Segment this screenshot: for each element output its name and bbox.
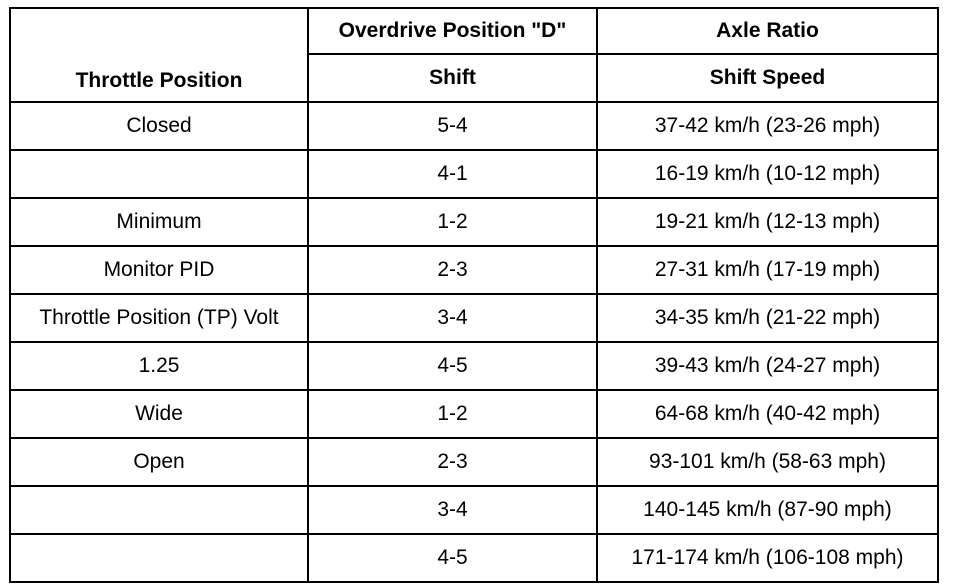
table-row (10, 198, 938, 246)
speed-cell: 64-68 km/h (40-42 mph) (597, 390, 938, 438)
table-row (10, 342, 938, 390)
speed-cell: 34-35 km/h (21-22 mph) (597, 294, 938, 342)
overdrive-position-header: Overdrive Position "D" (308, 8, 597, 54)
throttle-cell: Minimum (10, 198, 308, 246)
speed-cell: 37-42 km/h (23-26 mph) (597, 102, 938, 150)
header-row-top (10, 8, 938, 54)
shift-speed-table-container (9, 7, 939, 583)
shift-cell: 2-3 (308, 246, 597, 294)
speed-cell: 39-43 km/h (24-27 mph) (597, 342, 938, 390)
throttle-cell: Throttle Position (TP) Volt (10, 294, 308, 342)
shift-speed-header: Shift Speed (597, 54, 938, 102)
speed-cell: 19-21 km/h (12-13 mph) (597, 198, 938, 246)
shift-cell: 4-5 (308, 534, 597, 582)
table-row (10, 246, 938, 294)
table-row (10, 486, 938, 534)
speed-cell: 171-174 km/h (106-108 mph) (597, 534, 938, 582)
shift-speed-table (9, 7, 939, 583)
speed-cell: 16-19 km/h (10-12 mph) (597, 150, 938, 198)
throttle-cell: Open (10, 438, 308, 486)
throttle-cell: Closed (10, 102, 308, 150)
throttle-cell: Monitor PID (10, 246, 308, 294)
speed-cell: 93-101 km/h (58-63 mph) (597, 438, 938, 486)
shift-cell: 1-2 (308, 198, 597, 246)
table-row (10, 534, 938, 582)
shift-cell: 1-2 (308, 390, 597, 438)
table-row (10, 438, 938, 486)
table-body (10, 102, 938, 582)
throttle-cell: Wide (10, 390, 308, 438)
throttle-cell: 1.25 (10, 342, 308, 390)
throttle-position-header: Throttle Position (10, 8, 308, 102)
shift-cell: 3-4 (308, 294, 597, 342)
table-row (10, 102, 938, 150)
table-row (10, 150, 938, 198)
shift-header: Shift (308, 54, 597, 102)
speed-cell: 140-145 km/h (87-90 mph) (597, 486, 938, 534)
table-header (10, 8, 938, 102)
shift-cell: 4-5 (308, 342, 597, 390)
throttle-cell (10, 150, 308, 198)
table-row (10, 390, 938, 438)
axle-ratio-header: Axle Ratio (597, 8, 938, 54)
speed-cell: 27-31 km/h (17-19 mph) (597, 246, 938, 294)
throttle-cell (10, 486, 308, 534)
throttle-cell (10, 534, 308, 582)
table-row (10, 294, 938, 342)
shift-cell: 3-4 (308, 486, 597, 534)
shift-cell: 2-3 (308, 438, 597, 486)
shift-cell: 5-4 (308, 102, 597, 150)
shift-cell: 4-1 (308, 150, 597, 198)
